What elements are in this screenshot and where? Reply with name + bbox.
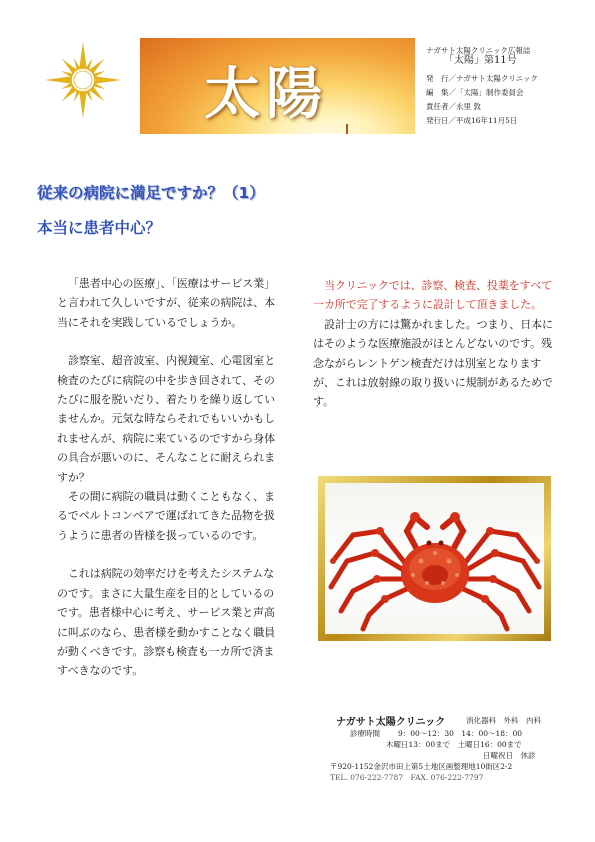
paragraph: これは病院の効率だけを考えたシステムなのです。まさに大量生産を目的としているのです。患者様中心に考え、サービス業と声高に叫ぶのなら、患者様を動かすことなく職員が動くべきです。診察も検査も一カ所で済ますべきなのです。	[57, 567, 275, 678]
paragraph: 設計士の方には驚かれました。つまり、日本にはそのような医療施設がほとんどないのです。残念ながらレントゲン検査だけは別室となりますが、これは放射線の取り扱いに規制があるためです。	[313, 317, 553, 409]
clinic-hours-thu-sat: 木曜日13：00まで 土曜日16：00まで	[386, 740, 522, 749]
paragraph: その間に病院の職員は動くこともなく、まるでベルトコンベアで運ばれてきた品物を扱うように患者の皆様を扱っているのです。	[57, 490, 275, 542]
issue-number: 「太陽」第11号	[444, 55, 517, 66]
crab-image	[325, 483, 544, 634]
sun-logo-icon	[44, 41, 122, 119]
header-banner	[140, 38, 415, 134]
clinic-hours: 9：00～12：30 14：00～18：00	[398, 729, 523, 738]
clinic-departments: 消化器科 外科 内科	[466, 716, 541, 725]
clinic-phone: TEL. 076-222-7787 FAX. 076-222-7797	[330, 773, 484, 782]
responsible-person: 責任者／永里 敦	[426, 102, 481, 111]
banner-title: 太陽	[204, 61, 328, 127]
highlight-paragraph: 当クリニックでは、診察、検査、投薬をすべて一カ所で完了するように設計して頂きました。	[313, 279, 553, 312]
publisher: 発 行／ナガサト太陽クリニック	[426, 74, 538, 83]
clinic-address: 〒920-1152金沢市田上第5土地区画整理地10街区2-2	[330, 762, 513, 771]
publication-name: ナガサト太陽クリニック広報誌	[426, 46, 531, 55]
hours-label: 診療時間	[350, 729, 380, 738]
editor: 編 集／「太陽」制作委員会	[426, 88, 524, 97]
publication-date: 発行日／平成16年11月5日	[426, 116, 518, 125]
paragraph: 診察室、超音波室、内視鏡室、心電図室と検査のたびに病院の中を歩き回されて、そのたびに服を脱いだり、着たりを繰り返していませんか。元気な時ならそれでもいいかもしれませんが、病院に来ているのですから身体の具合が悪いのに、そんなことに耐えられますか？	[57, 354, 276, 484]
article-headline: 従来の病院に満足ですか？（1）	[37, 184, 265, 202]
right-column	[313, 276, 558, 412]
paragraph: 「患者中心の医療」、「医療はサービス業」と言われて久しいですが、従来の病院は、本当にそれを実践しているでしょうか。	[57, 277, 275, 329]
clinic-name: ナガサト太陽クリニック	[336, 717, 446, 728]
banner-mark	[346, 124, 348, 134]
article-subhead: 本当に患者中心？	[37, 219, 162, 237]
clinic-holidays: 日曜祝日 休診	[483, 751, 536, 760]
left-column	[57, 274, 282, 681]
crab-image-frame	[318, 476, 551, 641]
